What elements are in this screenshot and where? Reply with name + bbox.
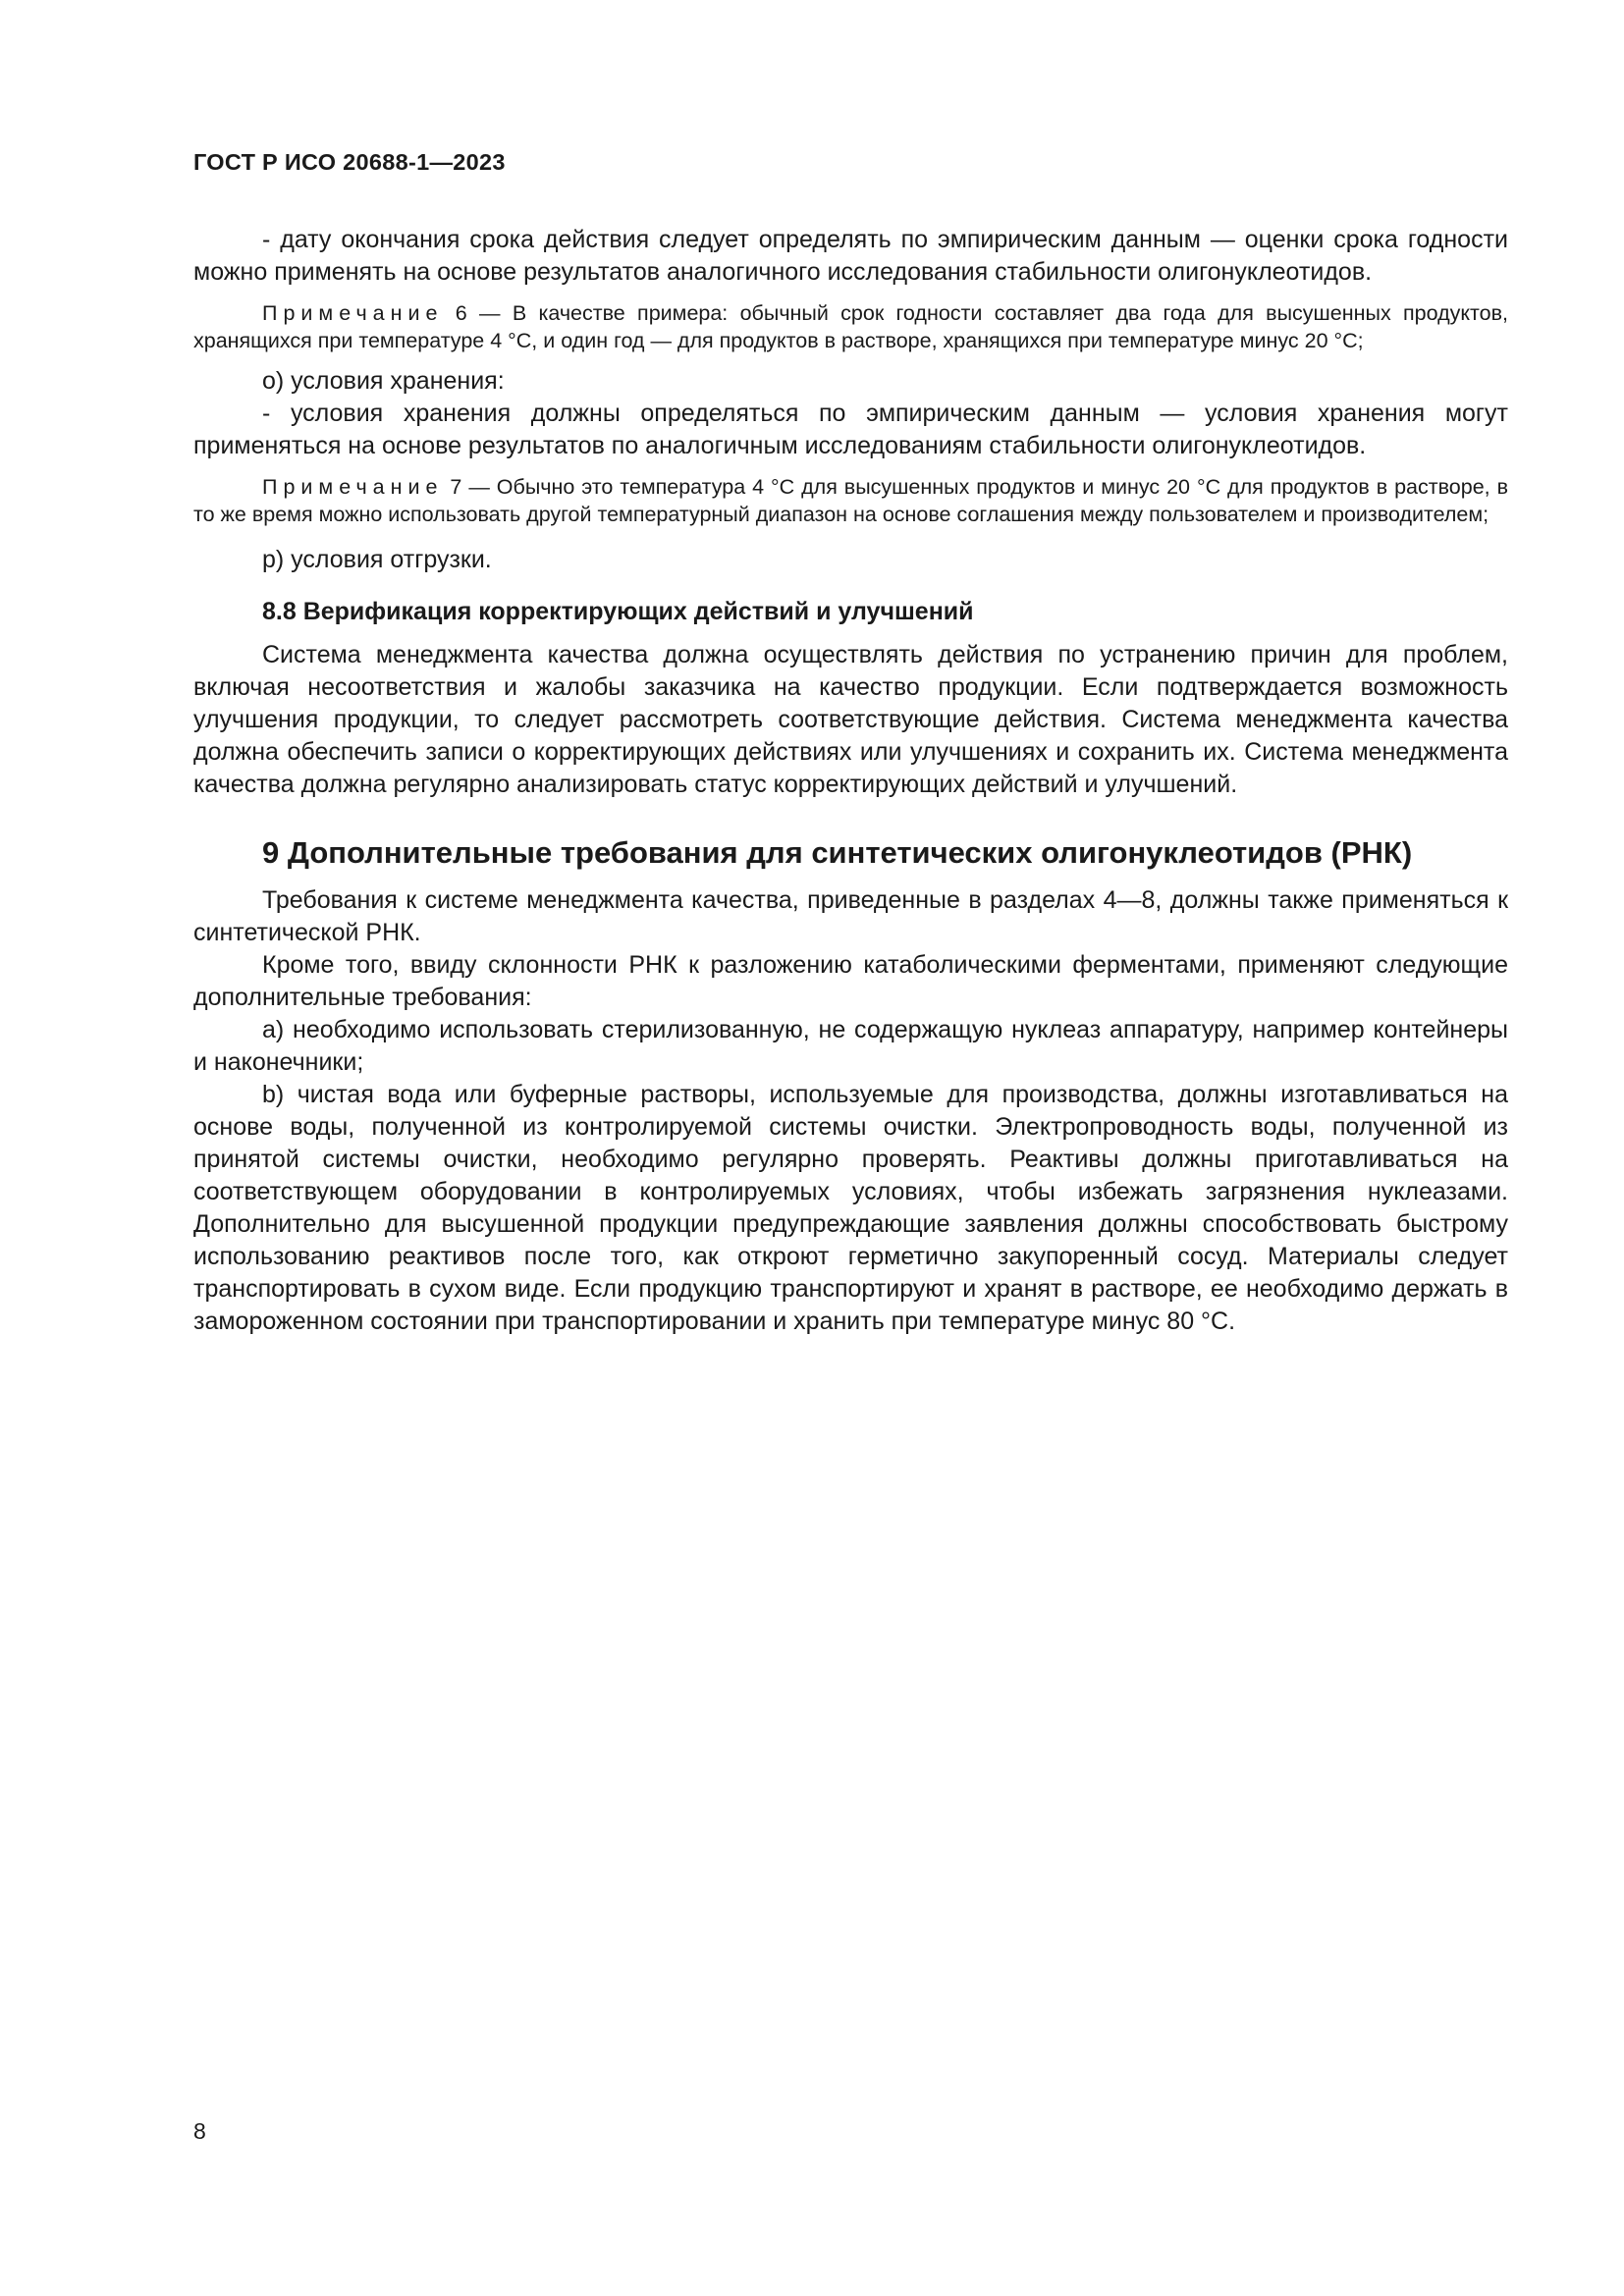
paragraph-corrective-actions: Система менеджмента качества должна осуществлять действия по устранению причин для проблем, включая несоответствия и жалобы заказчика на качество продукции. Если подтверждается возможность улучшения продукции, то следует рассмотреть соответствующие действия. Система менеджмента качества должна обеспечить записи о корректирующих действиях или улучшениях и сохранить их. Система менеджмента качества должна регулярно анализировать статус корректирующих действий и улучшений. [193, 641, 1508, 798]
note-6-text: 6 — В качестве примера: обычный срок годности составляет два года для высушенных продуктов, хранящихся при температуре 4 °C, и один год — для продуктов в растворе, хранящихся при температуре минус 20 °C; [193, 301, 1508, 352]
subsection-heading-8-8: 8.8 Верификация корректирующих действий и улучшений [262, 598, 974, 625]
paragraph-requirements: Требования к системе менеджмента качества, приведенные в разделах 4—8, должны также применяться к синтетической РНК. [193, 886, 1508, 946]
paragraph-storage-conditions: - условия хранения должны определяться по эмпирическим данным — условия хранения могут применяться на основе результатов по аналогичным исследованиям стабильности олигонуклеотидов. [193, 400, 1508, 459]
note-7-text: 7 — Обычно это температура 4 °C для высушенных продуктов и минус 20 °C для продуктов в растворе, в то же время можно использовать другой температурный диапазон на основе соглашения между пользователем и производителем; [193, 475, 1508, 526]
section-heading-9: 9 Дополнительные требования для синтетических олигонуклеотидов (РНК) [262, 835, 1413, 870]
list-item-o: o) условия хранения: [262, 367, 505, 395]
document-body [193, 224, 1508, 1338]
note-6-label: Примечание [262, 301, 444, 325]
page-number: 8 [193, 2118, 206, 2144]
list-item-b: b) чистая вода или буферные растворы, используемые для производства, должны изготавливаться на основе воды, полученной из контролируемой системы очистки. Электропроводность воды, полученной из принятой системы очистки, необходимо регулярно проверять. Реактивы должны приготавливаться на соответствующем оборудовании в контролируемых условиях, чтобы избежать загрязнения нуклеазами. Дополнительно для высушенной продукции предупреждающие заявления должны способствовать быстрому использованию реактивов после того, как откроют герметично закупоренный сосуд. Материалы следует транспортировать в сухом виде. Если продукцию транспортируют и хранят в растворе, ее необходимо держать в замороженном состоянии при транспортировании и хранить при температуре минус 80 °C. [193, 1081, 1508, 1335]
document-header-code: ГОСТ Р ИСО 20688-1—2023 [193, 149, 506, 175]
note-7 [193, 473, 1508, 528]
note-6 [193, 299, 1508, 354]
paragraph-expiry-date: - дату окончания срока действия следует определять по эмпирическим данным — оценки срока годности можно применять на основе результатов аналогичного исследования стабильности олигонуклеотидов. [193, 226, 1508, 286]
paragraph-additional-requirements: Кроме того, ввиду склонности РНК к разложению катаболическими ферментами, применяют следующие дополнительные требования: [193, 951, 1508, 1011]
note-7-label: Примечание [262, 475, 444, 499]
list-item-a: a) необходимо использовать стерилизованную, не содержащую нуклеаз аппаратуру, например контейнеры и наконечники; [193, 1016, 1508, 1076]
list-item-p: p) условия отгрузки. [262, 546, 492, 573]
